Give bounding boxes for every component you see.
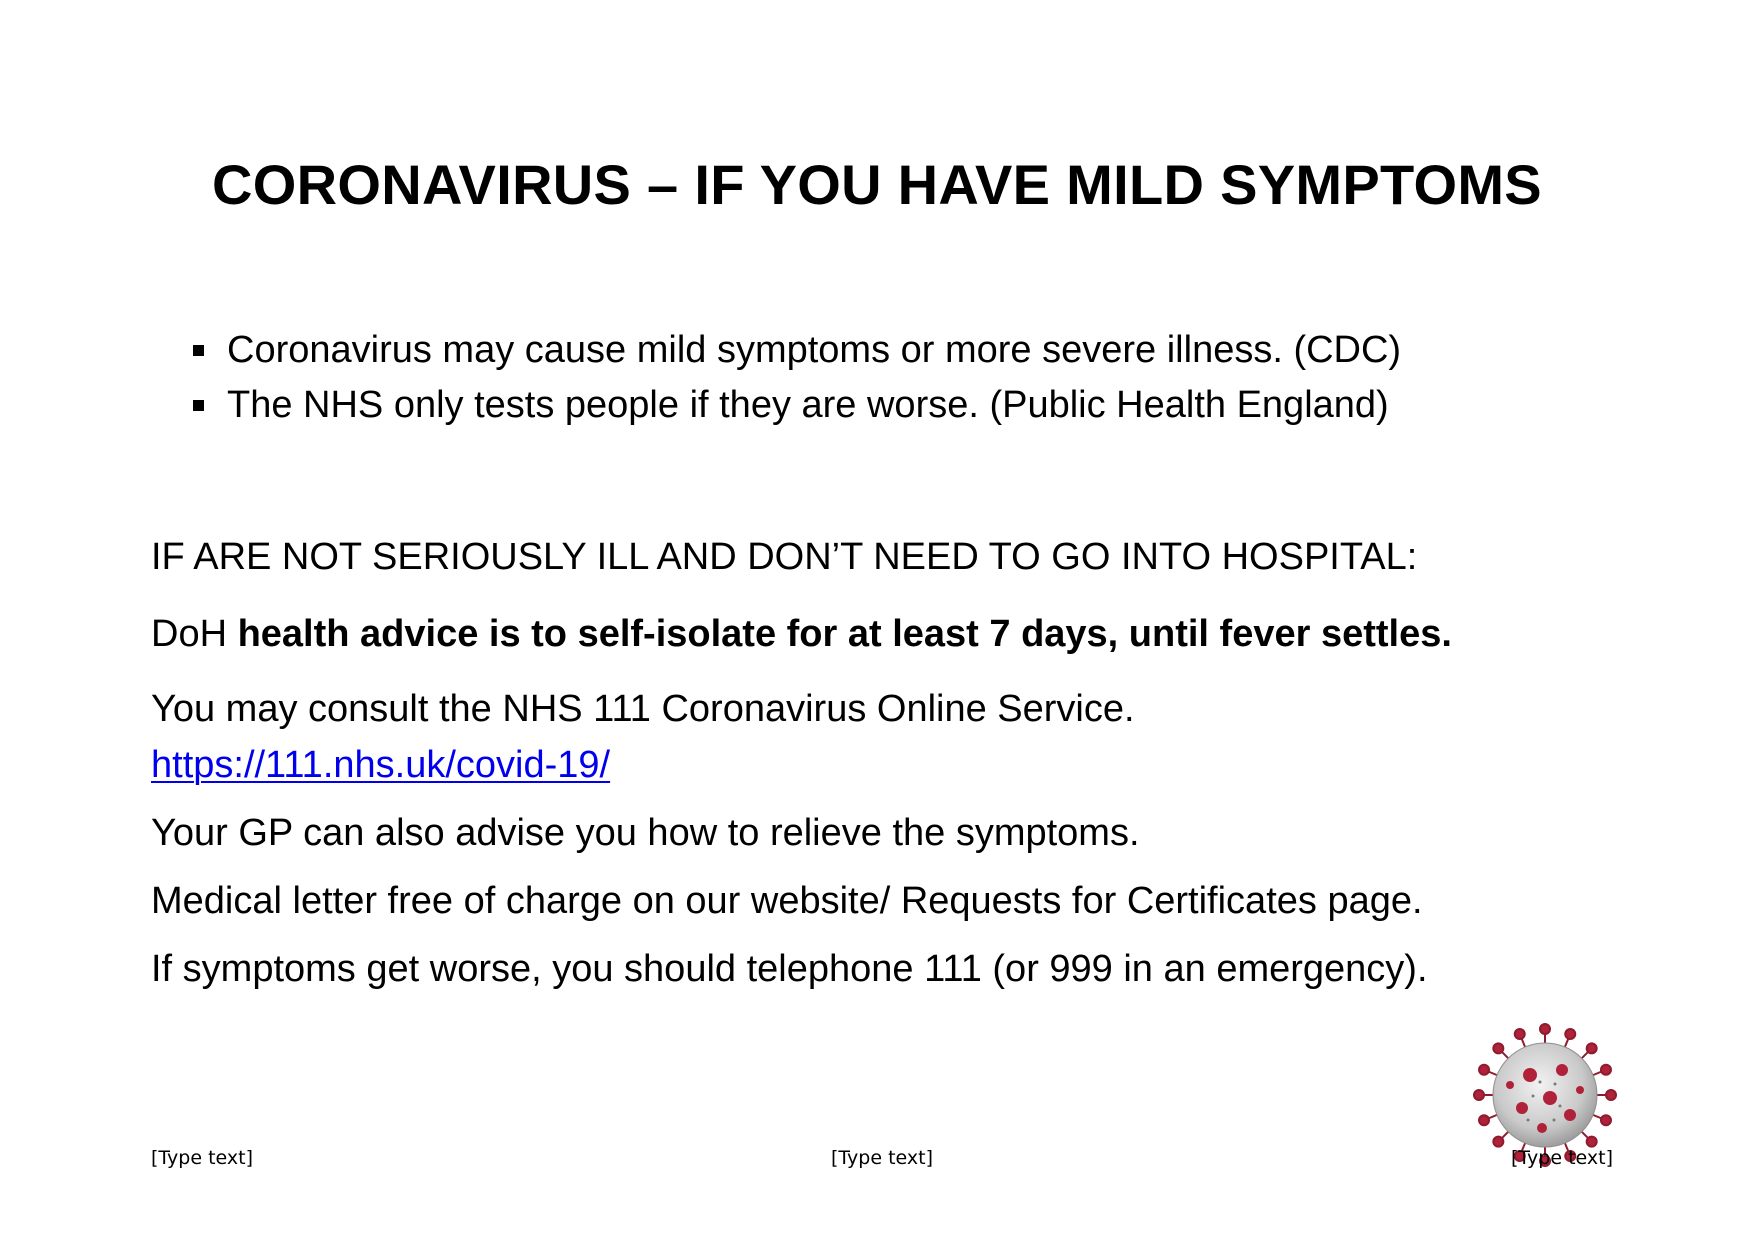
virus-spike-tip [1587,1043,1597,1053]
square-bullet-icon [193,345,204,356]
consult-line: You may consult the NHS 111 Coronavirus Online Service. [151,688,1135,730]
list-item [193,378,1401,433]
virus-spike-tip [1601,1115,1611,1125]
virus-spike-tip [1565,1029,1575,1039]
symptoms-worse-line: If symptoms get worse, you should telephone 111 (or 999 in an emergency). [151,948,1428,990]
bullet-text: The NHS only tests people if they are worse. (Public Health England) [227,384,1389,426]
virus-spike-tip [1606,1090,1616,1100]
footer-right-text: [Type text] [1511,1147,1614,1169]
square-bullet-icon [193,400,204,411]
list-item [193,323,1401,378]
advice-bold-text: health advice is to self-isolate for at least 7 days, until fever settles. [237,613,1452,655]
footer-center-text: [Type text] [831,1147,934,1169]
virus-spike-tip [1493,1137,1503,1147]
bullet-list [193,323,1401,433]
virus-spike-tip [1540,1024,1550,1034]
nhs-111-link[interactable]: https://111.nhs.uk/covid-19/ [151,744,611,786]
virus-spike-tip [1601,1065,1611,1075]
virus-spike-tip [1474,1090,1484,1100]
section-heading: IF ARE NOT SERIOUSLY ILL AND DON’T NEED TO GO INTO HOSPITAL: [151,536,1418,578]
virus-spike-tip [1479,1115,1489,1125]
virus-spike-tip [1515,1029,1525,1039]
footer-left-text: [Type text] [151,1147,254,1169]
advice-line [151,611,1452,657]
gp-advice-line: Your GP can also advise you how to relieve the symptoms. [151,812,1140,854]
page-title: CORONAVIRUS – IF YOU HAVE MILD SYMPTOMS [212,153,1542,216]
virus-spike-tip [1493,1043,1503,1053]
advice-prefix: DoH [151,613,238,655]
virus-spike-tip [1479,1065,1489,1075]
bullet-text: Coronavirus may cause mild symptoms or more severe illness. (CDC) [227,329,1402,371]
medical-letter-line: Medical letter free of charge on our website/ Requests for Certificates page. [151,880,1423,922]
